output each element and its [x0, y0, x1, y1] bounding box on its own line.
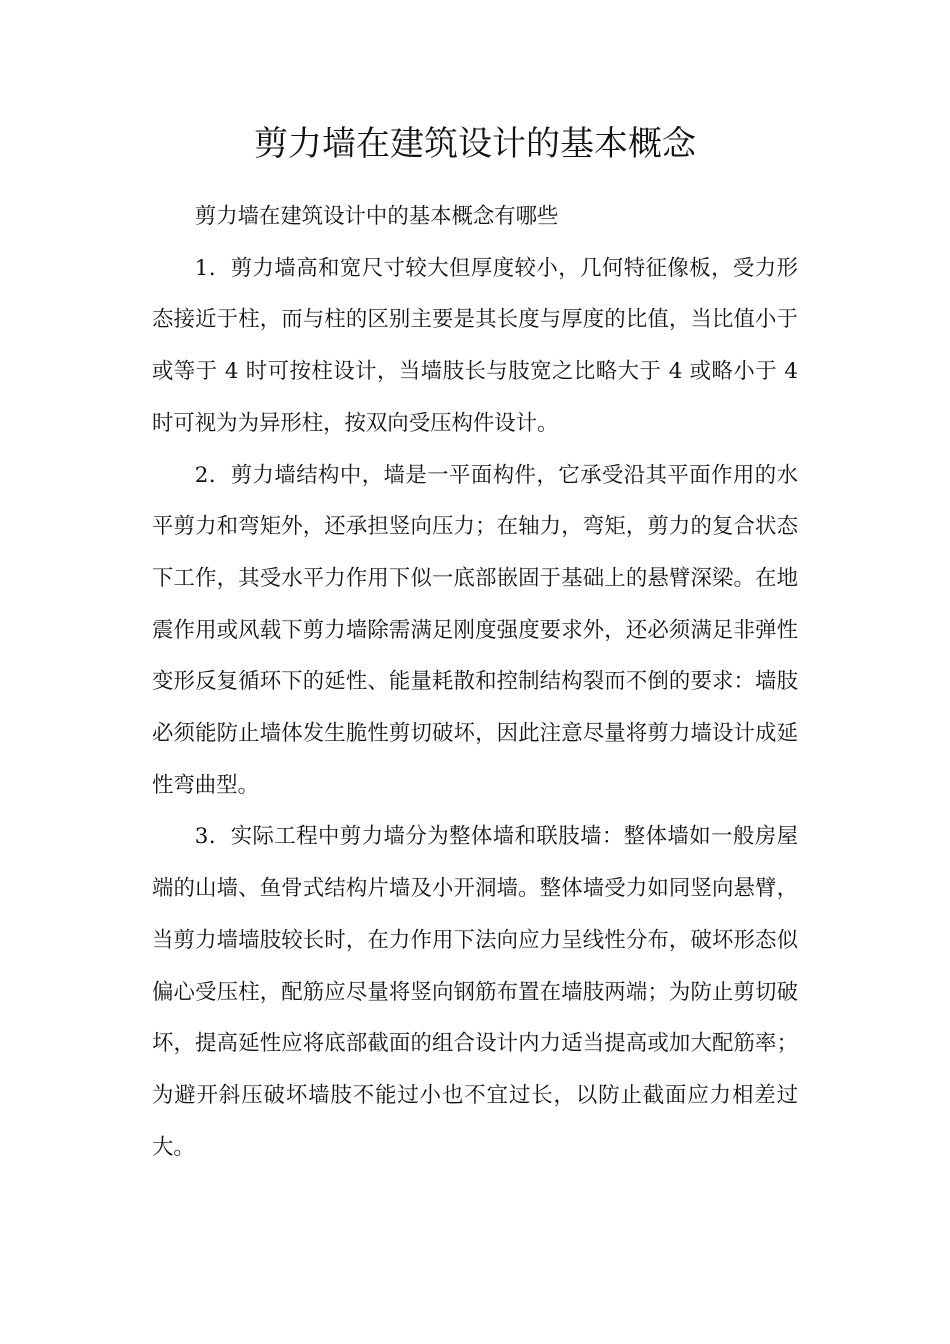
paragraph-subtitle: 剪力墙在建筑设计中的基本概念有哪些	[194, 204, 559, 229]
paragraph-point-2: 2．剪力墙结构中，墙是一平面构件，它承受沿其平面作用的水平剪力和弯矩外，还承担竖向压力；在轴力，弯矩，剪力的复合状态下工作，其受水平力作用下似一底部嵌固于基础上的悬臂深梁。在地震作用或风载下剪力墙除需满足刚度强度要求外，还必须满足非弹性变形反复循环下的延性、能量耗散和控制结构裂而不倒的要求：墙肢必须能防止墙体发生脆性剪切破坏，因此注意尽量将剪力墙设计成延性弯曲型。	[152, 462, 798, 798]
document-title: 剪力墙在建筑设计的基本概念	[254, 124, 696, 164]
document-body	[152, 191, 798, 1173]
paragraph-point-1: 1．剪力墙高和宽尺寸较大但厚度较小，几何特征像板，受力形态接近于柱，而与柱的区别主要是其长度与厚度的比值，当比值小于或等于 4 时可按柱设计，当墙肢长与肢宽之比略大于 4 或略小于 4 时可视为为异形柱，按双向受压构件设计。	[152, 255, 798, 436]
paragraph-point-3: 3．实际工程中剪力墙分为整体墙和联肢墙：整体墙如一般房屋端的山墙、鱼骨式结构片墙及小开洞墙。整体墙受力如同竖向悬臂，当剪力墙墙肢较长时，在力作用下法向应力呈线性分布，破坏形态似偏心受压柱，配筋应尽量将竖向钢筋布置在墙肢两端；为防止剪切破坏，提高延性应将底部截面的组合设计内力适当提高或加大配筋率；为避开斜压破坏墙肢不能过小也不宜过长，以防止截面应力相差过大。	[152, 824, 798, 1160]
